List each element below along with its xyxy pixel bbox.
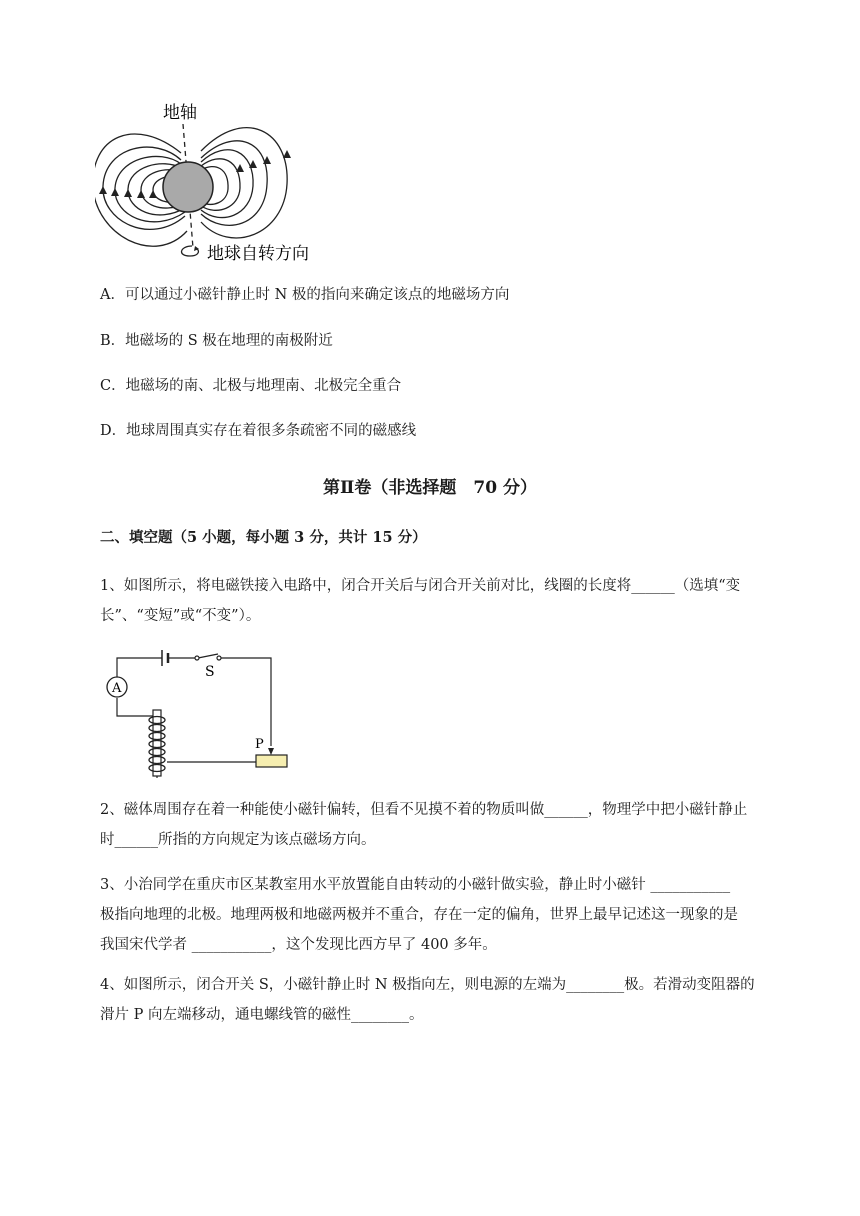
earth-magnetic-field-figure xyxy=(95,96,345,271)
earth-sphere xyxy=(163,162,213,212)
question-4 xyxy=(100,970,800,1030)
question-3-line-3: 我国宋代学者 ___________，这个发现比西方早了 400 多年。 xyxy=(100,937,497,953)
question-1-line-2: 长”、“变短”或“不变”）。 xyxy=(100,608,261,624)
question-4-line-1: 4、如图所示，闭合开关 S，小磁针静止时 N 极指向左，则电源的左端为________极。若滑动变阻器的 xyxy=(100,977,755,993)
rotation-label: 地球自转方向 xyxy=(207,244,309,264)
switch-label: S xyxy=(205,664,215,680)
option-c: C．地磁场的南、北极与地理南、北极完全重合 xyxy=(100,378,402,394)
circuit-wires xyxy=(117,650,271,778)
part-heading: 二、填空题（5 小题，每小题 3 分，共计 15 分） xyxy=(100,529,427,546)
rheostat xyxy=(256,755,287,767)
switch-contact-left xyxy=(195,656,199,660)
earth-axis-label: 地轴 xyxy=(163,103,197,123)
switch-contact-right xyxy=(217,656,221,660)
question-2-line-1: 2、磁体周围存在着一种能使小磁针偏转，但看不见摸不着的物质叫做______，物理学中把小磁针静止 xyxy=(100,802,748,818)
question-1 xyxy=(100,571,800,631)
question-2 xyxy=(100,795,800,855)
slider-arrow-icon xyxy=(268,748,274,755)
ammeter-label: A xyxy=(112,681,122,696)
question-3 xyxy=(100,870,800,960)
option-a: A．可以通过小磁针静止时 N 极的指向来确定该点的地磁场方向 xyxy=(100,287,510,303)
solenoid-core xyxy=(153,710,161,776)
question-1-line-1: 1、如图所示，将电磁铁接入电路中，闭合开关后与闭合开关前对比，线圈的长度将______（选填“变 xyxy=(100,578,741,594)
option-d: D．地球周围真实存在着很多条疏密不同的磁感线 xyxy=(100,423,417,439)
slider-label: P xyxy=(255,737,264,752)
option-b: B．地磁场的 S 极在地理的南极附近 xyxy=(100,333,333,349)
question-4-line-2: 滑片 P 向左端移动，通电螺线管的磁性________。 xyxy=(100,1007,424,1023)
question-3-line-2: 极指向地理的北极。地理两极和地磁两极并不重合，存在一定的偏角，世界上最早记述这一现象的是 xyxy=(100,907,738,923)
circuit-figure xyxy=(100,640,300,780)
question-3-line-1: 3、小治同学在重庆市区某教室用水平放置能自由转动的小磁针做实验，静止时小磁针 ___________ xyxy=(100,877,731,893)
section-title: 第Ⅱ卷（非选择题 70 分） xyxy=(323,478,537,498)
field-lines-right xyxy=(201,128,287,238)
question-2-line-2: 时______所指的方向规定为该点磁场方向。 xyxy=(100,832,376,848)
